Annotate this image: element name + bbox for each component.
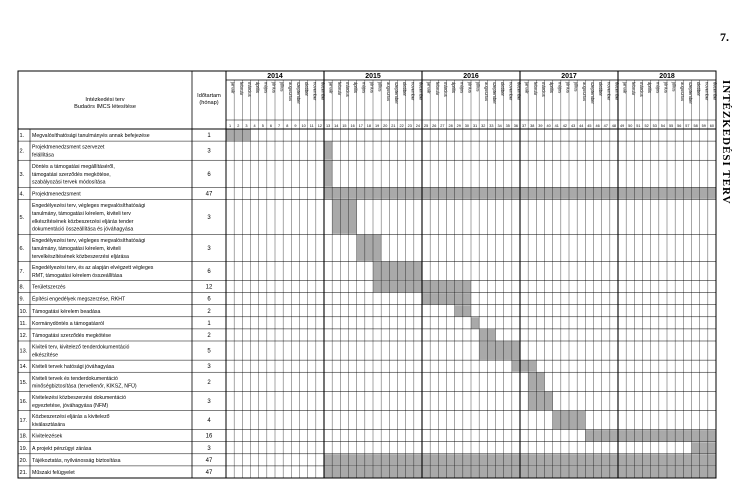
task-number: 19. bbox=[19, 445, 28, 452]
task-duration: 47 bbox=[205, 457, 213, 464]
month-label: február bbox=[238, 82, 244, 96]
month-label: augusztus bbox=[483, 82, 489, 102]
year-label: 2015 bbox=[365, 73, 381, 80]
task-duration: 6 bbox=[207, 296, 211, 303]
month-label: július bbox=[377, 82, 383, 92]
gantt-bar bbox=[332, 200, 357, 234]
task-label: Támogatási kérelem beadása bbox=[32, 308, 101, 315]
task-label: kiválasztására bbox=[32, 422, 65, 429]
month-label: augusztus bbox=[385, 82, 391, 102]
month-number: 26 bbox=[432, 124, 437, 128]
task-label: Támogatási szerződés megkötése bbox=[32, 332, 112, 339]
month-number: 22 bbox=[399, 124, 404, 128]
month-number: 56 bbox=[677, 124, 682, 128]
month-number: 4 bbox=[253, 124, 256, 128]
month-label: január bbox=[426, 82, 432, 94]
month-number: 55 bbox=[668, 124, 674, 128]
month-label: augusztus bbox=[581, 82, 587, 102]
task-label: dokumentáció összeállítása és jóváhagyása bbox=[32, 226, 134, 233]
month-label: január bbox=[524, 82, 530, 94]
duration-column-header: (hónap) bbox=[199, 100, 219, 106]
task-label: Kivitelezési közbeszerzési dokumentáció bbox=[32, 394, 126, 401]
task-number: 21. bbox=[19, 469, 28, 476]
month-label: március bbox=[443, 82, 449, 97]
task-label: Műszaki felügyelet bbox=[32, 469, 75, 476]
task-duration: 3 bbox=[207, 148, 211, 155]
task-duration: 16 bbox=[205, 433, 213, 440]
month-label: szeptember bbox=[688, 82, 694, 104]
task-number: 8. bbox=[19, 284, 25, 291]
month-number: 21 bbox=[391, 124, 396, 128]
month-number: 48 bbox=[611, 124, 617, 128]
month-label: december bbox=[418, 82, 424, 101]
month-label: október bbox=[696, 82, 702, 96]
month-label: január bbox=[230, 82, 236, 94]
task-duration: 47 bbox=[205, 191, 213, 198]
task-label: tervelkészítésének közbeszerzési eljárása bbox=[32, 253, 129, 260]
month-label: december bbox=[516, 82, 522, 101]
month-number: 20 bbox=[383, 124, 388, 128]
month-number: 17 bbox=[358, 124, 363, 128]
task-duration: 3 bbox=[207, 214, 211, 221]
month-number: 29 bbox=[456, 124, 461, 128]
gantt-bar bbox=[324, 161, 332, 187]
month-label: szeptember bbox=[590, 82, 596, 104]
month-label: május bbox=[655, 82, 661, 94]
month-number: 49 bbox=[619, 124, 625, 128]
gantt-bar bbox=[471, 317, 479, 328]
month-label: június bbox=[565, 82, 571, 93]
task-duration: 3 bbox=[207, 245, 211, 252]
task-label: Kiviteli tervek és tenderdokumentáció bbox=[32, 375, 118, 382]
month-number: 35 bbox=[505, 124, 510, 128]
month-label: április bbox=[255, 82, 261, 93]
task-number: 15. bbox=[19, 379, 28, 386]
gantt-bar bbox=[357, 235, 382, 261]
task-number: 4. bbox=[19, 191, 25, 198]
task-number: 12. bbox=[19, 332, 28, 339]
month-label: október bbox=[402, 82, 408, 96]
task-duration: 3 bbox=[207, 364, 211, 371]
month-label: szeptember bbox=[394, 82, 400, 104]
month-label: december bbox=[320, 82, 326, 101]
month-number: 41 bbox=[554, 124, 559, 128]
month-label: november bbox=[312, 82, 318, 101]
month-label: március bbox=[247, 82, 253, 97]
task-number: 1. bbox=[19, 133, 25, 140]
task-label: Engedélyezési terv, és az alapján elvégzett végleges bbox=[32, 264, 154, 271]
month-number: 16 bbox=[350, 124, 355, 128]
side-title: INTÉZKEDÉSI TERV bbox=[720, 80, 732, 205]
month-number: 7 bbox=[278, 124, 281, 128]
month-label: október bbox=[598, 82, 604, 96]
month-number: 30 bbox=[464, 124, 470, 128]
month-number: 57 bbox=[685, 124, 690, 128]
month-number: 13 bbox=[325, 124, 331, 128]
task-label: Engedélyezési terv, végleges megvalósíthatósági bbox=[32, 202, 146, 209]
task-duration: 6 bbox=[207, 268, 211, 275]
task-label: Területszerzés bbox=[32, 284, 66, 291]
month-number: 23 bbox=[407, 124, 412, 128]
month-number: 2 bbox=[237, 124, 240, 128]
task-number: 20. bbox=[19, 457, 28, 464]
month-label: május bbox=[459, 82, 465, 94]
month-label: január bbox=[622, 82, 628, 94]
duration-column-header: Időtartam bbox=[197, 93, 221, 99]
task-duration: 3 bbox=[207, 398, 211, 405]
month-number: 15 bbox=[342, 124, 347, 128]
task-duration: 2 bbox=[207, 308, 211, 315]
month-label: augusztus bbox=[679, 82, 685, 102]
task-number: 7. bbox=[19, 268, 25, 275]
task-number: 2. bbox=[19, 148, 25, 155]
year-label: 2017 bbox=[561, 73, 577, 80]
month-label: november bbox=[410, 82, 416, 101]
month-label: július bbox=[671, 82, 677, 92]
task-label: Kiviteli tervek hatósági jóváhagyása bbox=[32, 364, 115, 371]
month-number: 40 bbox=[546, 124, 551, 128]
month-number: 12 bbox=[317, 124, 323, 128]
gantt-bar bbox=[479, 341, 520, 359]
task-number: 16. bbox=[19, 398, 28, 405]
month-label: február bbox=[532, 82, 538, 96]
month-label: február bbox=[630, 82, 636, 96]
task-duration: 2 bbox=[207, 379, 211, 386]
month-label: április bbox=[451, 82, 457, 93]
gantt-bar bbox=[528, 392, 553, 410]
month-number: 32 bbox=[481, 124, 486, 128]
month-number: 38 bbox=[530, 124, 535, 128]
month-number: 37 bbox=[521, 124, 527, 128]
task-label: Engedélyezési terv, végleges megvalósíthatósági bbox=[32, 237, 146, 244]
month-label: május bbox=[557, 82, 563, 94]
month-label: július bbox=[475, 82, 481, 92]
task-column-header: Intézkedési terv bbox=[85, 97, 125, 103]
month-number: 14 bbox=[334, 124, 339, 128]
task-label: Építési engedélyek megszerzése, RKHT bbox=[32, 296, 126, 303]
month-label: október bbox=[500, 82, 506, 96]
task-duration: 1 bbox=[207, 133, 211, 140]
month-number: 60 bbox=[709, 124, 715, 128]
gantt-bar bbox=[512, 361, 537, 372]
month-label: március bbox=[345, 82, 351, 97]
month-label: június bbox=[467, 82, 473, 93]
task-label: felállítása bbox=[32, 152, 54, 159]
task-label: Közbeszerzési eljárás a kivitelező bbox=[32, 414, 110, 421]
task-duration: 12 bbox=[205, 284, 213, 291]
task-number: 6. bbox=[19, 245, 25, 252]
month-label: május bbox=[361, 82, 367, 94]
month-label: november bbox=[606, 82, 612, 101]
month-label: április bbox=[353, 82, 359, 93]
month-number: 11 bbox=[309, 124, 314, 128]
task-label: Kormánydöntés a támogatásról bbox=[32, 320, 105, 327]
task-label: támogatási szerződés megkötése, bbox=[32, 171, 111, 178]
year-label: 2018 bbox=[659, 73, 675, 80]
month-number: 45 bbox=[587, 124, 592, 128]
month-number: 9 bbox=[294, 124, 297, 128]
task-number: 5. bbox=[19, 214, 25, 221]
month-number: 24 bbox=[415, 124, 421, 128]
month-number: 25 bbox=[423, 124, 429, 128]
task-duration: 5 bbox=[207, 348, 211, 355]
task-label: szabályozási tervek módosítása bbox=[32, 179, 106, 186]
task-duration: 47 bbox=[205, 469, 213, 476]
gantt-bar bbox=[324, 142, 332, 160]
month-number: 58 bbox=[693, 124, 698, 128]
month-label: november bbox=[508, 82, 514, 101]
month-number: 1 bbox=[229, 124, 232, 128]
month-number: 27 bbox=[440, 124, 445, 128]
task-label: egyeztetése, jóváhagyása (NFM) bbox=[32, 402, 109, 409]
task-number: 14. bbox=[19, 364, 28, 371]
month-label: augusztus bbox=[287, 82, 293, 102]
month-number: 34 bbox=[497, 124, 502, 128]
task-label: tanulmány, támogatási kérelem, kiviteli bbox=[32, 245, 121, 252]
task-duration: 1 bbox=[207, 320, 211, 327]
task-label: Döntés a támogatási megállításéről, bbox=[32, 163, 115, 170]
gantt-bar bbox=[692, 442, 717, 453]
task-label: elkészítése bbox=[32, 352, 58, 359]
task-label: Kivitelezések bbox=[32, 433, 63, 440]
month-label: február bbox=[336, 82, 342, 96]
task-column-header: Budaörs IMCS létesítése bbox=[74, 104, 136, 110]
month-label: szeptember bbox=[492, 82, 498, 104]
month-number: 44 bbox=[579, 124, 584, 128]
month-number: 42 bbox=[562, 124, 568, 128]
task-number: 3. bbox=[19, 171, 25, 178]
task-number: 11. bbox=[19, 320, 27, 327]
task-label: Projektmenedzsment bbox=[32, 191, 81, 198]
task-label: Megvalósíthatósági tanulmányés annak befejezése bbox=[32, 133, 150, 140]
month-number: 10 bbox=[301, 124, 306, 128]
month-number: 52 bbox=[644, 124, 649, 128]
month-label: december bbox=[712, 82, 718, 101]
gantt-bar bbox=[226, 130, 251, 141]
month-number: 54 bbox=[660, 124, 666, 128]
month-label: március bbox=[541, 82, 547, 97]
task-number: 17. bbox=[19, 418, 28, 425]
task-label: RMT, támogatási kérelem összeállítása bbox=[32, 272, 123, 279]
month-label: február bbox=[434, 82, 440, 96]
task-label: Kiviteli terv, kivitelező tenderdokumentáció bbox=[32, 344, 130, 351]
task-duration: 3 bbox=[207, 445, 211, 452]
month-label: június bbox=[271, 82, 277, 93]
task-label: elkészítésének közbeszerzési eljárás tender bbox=[32, 218, 134, 225]
task-label: minőségbiztosítása (tervellenőr, KIKSZ, NFÜ) bbox=[32, 383, 137, 390]
month-number: 53 bbox=[652, 124, 657, 128]
month-number: 8 bbox=[286, 124, 289, 128]
task-duration: 6 bbox=[207, 171, 211, 178]
task-number: 9. bbox=[19, 296, 25, 303]
month-number: 46 bbox=[595, 124, 600, 128]
month-label: július bbox=[279, 82, 285, 92]
task-label: A projekt pénzügyi zárása bbox=[32, 445, 92, 452]
month-label: június bbox=[663, 82, 669, 93]
year-label: 2016 bbox=[463, 73, 479, 80]
month-label: április bbox=[549, 82, 555, 93]
month-label: szeptember bbox=[296, 82, 302, 104]
table-frame bbox=[18, 71, 716, 478]
month-label: június bbox=[369, 82, 375, 93]
task-number: 13. bbox=[19, 348, 28, 355]
month-number: 6 bbox=[269, 124, 272, 128]
month-number: 43 bbox=[570, 124, 576, 128]
month-number: 5 bbox=[261, 124, 264, 128]
month-number: 50 bbox=[628, 124, 633, 128]
month-number: 3 bbox=[245, 124, 248, 128]
task-duration: 2 bbox=[207, 332, 211, 339]
month-number: 47 bbox=[603, 124, 608, 128]
month-label: október bbox=[304, 82, 310, 96]
page-number: 7. bbox=[720, 30, 729, 44]
month-label: július bbox=[573, 82, 579, 92]
month-number: 51 bbox=[636, 124, 641, 128]
task-label: tanulmány, támogatási kérelem, kiviteli terv bbox=[32, 210, 131, 217]
month-label: május bbox=[263, 82, 269, 94]
month-label: április bbox=[647, 82, 653, 93]
month-number: 59 bbox=[701, 124, 706, 128]
month-number: 36 bbox=[513, 124, 519, 128]
month-label: november bbox=[704, 82, 710, 101]
task-label: Tájékoztatás, nyilvánosság biztosítása bbox=[32, 457, 121, 464]
month-number: 39 bbox=[538, 124, 543, 128]
month-label: január bbox=[328, 82, 334, 94]
task-number: 18. bbox=[19, 433, 28, 440]
month-label: december bbox=[614, 82, 620, 101]
month-number: 18 bbox=[366, 124, 372, 128]
task-number: 10. bbox=[19, 308, 28, 315]
task-label: Projektmenedzsment szervezet bbox=[32, 144, 105, 151]
year-label: 2014 bbox=[267, 73, 283, 80]
task-duration: 4 bbox=[207, 418, 211, 425]
month-label: március bbox=[639, 82, 645, 97]
month-number: 33 bbox=[489, 124, 494, 128]
month-number: 28 bbox=[448, 124, 453, 128]
month-number: 19 bbox=[374, 124, 380, 128]
month-number: 31 bbox=[472, 124, 478, 128]
